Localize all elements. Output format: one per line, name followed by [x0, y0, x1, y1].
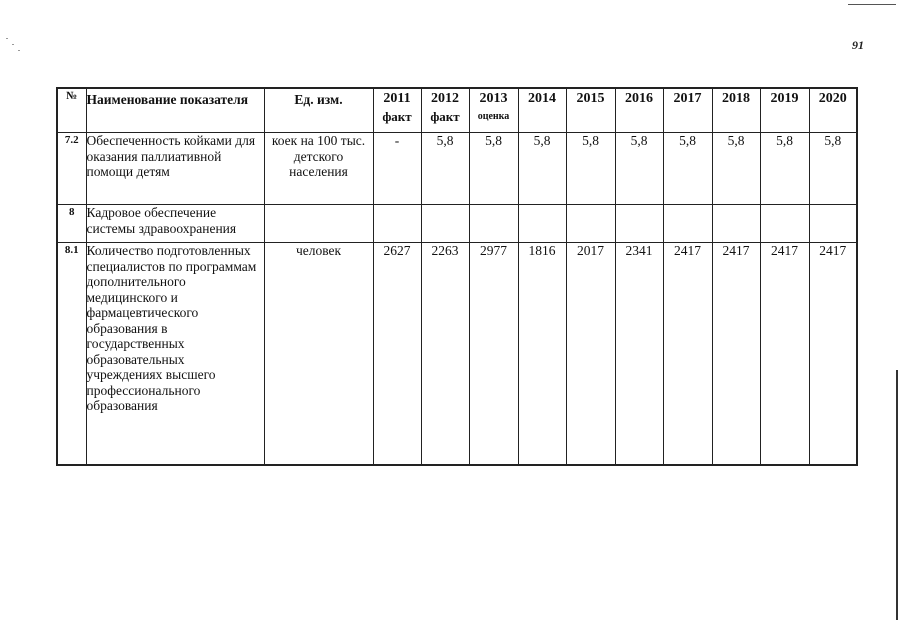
row-value: 5,8 — [421, 133, 469, 205]
header-year: 2014 — [518, 88, 566, 133]
indicator-table — [56, 87, 858, 466]
table-row — [57, 133, 857, 205]
row-value — [760, 205, 809, 243]
row-unit — [264, 205, 373, 243]
row-number: 8.1 — [57, 243, 86, 465]
scan-speck — [12, 44, 14, 45]
row-unit: коек на 100 тыс. детского населения — [264, 133, 373, 205]
page-number: 91 — [852, 38, 864, 52]
header-name: Наименование показателя — [86, 88, 264, 133]
row-value: 1816 — [518, 243, 566, 465]
header-year: 2016 — [615, 88, 663, 133]
row-value: 2417 — [760, 243, 809, 465]
header-year: 2011 факт — [373, 88, 421, 133]
row-value — [518, 205, 566, 243]
row-value — [712, 205, 760, 243]
row-name: Кадровое обеспечение системы здравоохранения — [86, 205, 264, 243]
header-year: 2020 — [809, 88, 857, 133]
table-row — [57, 205, 857, 243]
row-value: 5,8 — [518, 133, 566, 205]
header-year: 2017 — [663, 88, 712, 133]
row-value: 2627 — [373, 243, 421, 465]
header-year: 2013 оценка — [469, 88, 518, 133]
row-value: 5,8 — [566, 133, 615, 205]
table-row — [57, 243, 857, 465]
row-value: 5,8 — [760, 133, 809, 205]
row-number: 7.2 — [57, 133, 86, 205]
row-value: 2417 — [809, 243, 857, 465]
row-value: - — [373, 133, 421, 205]
header-year: 2012 факт — [421, 88, 469, 133]
row-value: 5,8 — [663, 133, 712, 205]
header-year: 2015 — [566, 88, 615, 133]
row-value: 2417 — [712, 243, 760, 465]
row-value — [809, 205, 857, 243]
row-value: 5,8 — [615, 133, 663, 205]
header-year: 2018 — [712, 88, 760, 133]
row-value — [663, 205, 712, 243]
row-name: Количество подготовленных специалистов по программам дополнительного медицинского и фармацевтического образования в государственных образовательных учреждениях высшего профессионального образования — [86, 243, 264, 465]
row-value — [566, 205, 615, 243]
row-value — [615, 205, 663, 243]
scan-artifact-line — [848, 4, 896, 5]
row-value: 5,8 — [469, 133, 518, 205]
scan-speck — [18, 50, 20, 51]
row-value: 2341 — [615, 243, 663, 465]
row-unit: человек — [264, 243, 373, 465]
row-value — [373, 205, 421, 243]
row-value: 5,8 — [809, 133, 857, 205]
row-value: 2263 — [421, 243, 469, 465]
row-value: 2977 — [469, 243, 518, 465]
row-value: 2017 — [566, 243, 615, 465]
header-unit: Ед. изм. — [264, 88, 373, 133]
header-no: № — [57, 88, 86, 133]
row-value: 5,8 — [712, 133, 760, 205]
row-value — [421, 205, 469, 243]
row-name: Обеспеченность койками для оказания паллиативной помощи детям — [86, 133, 264, 205]
table-header-row — [57, 88, 857, 133]
header-year: 2019 — [760, 88, 809, 133]
row-number: 8 — [57, 205, 86, 243]
row-value: 2417 — [663, 243, 712, 465]
scan-speck — [6, 38, 8, 39]
row-value — [469, 205, 518, 243]
scan-edge-line — [896, 370, 898, 620]
